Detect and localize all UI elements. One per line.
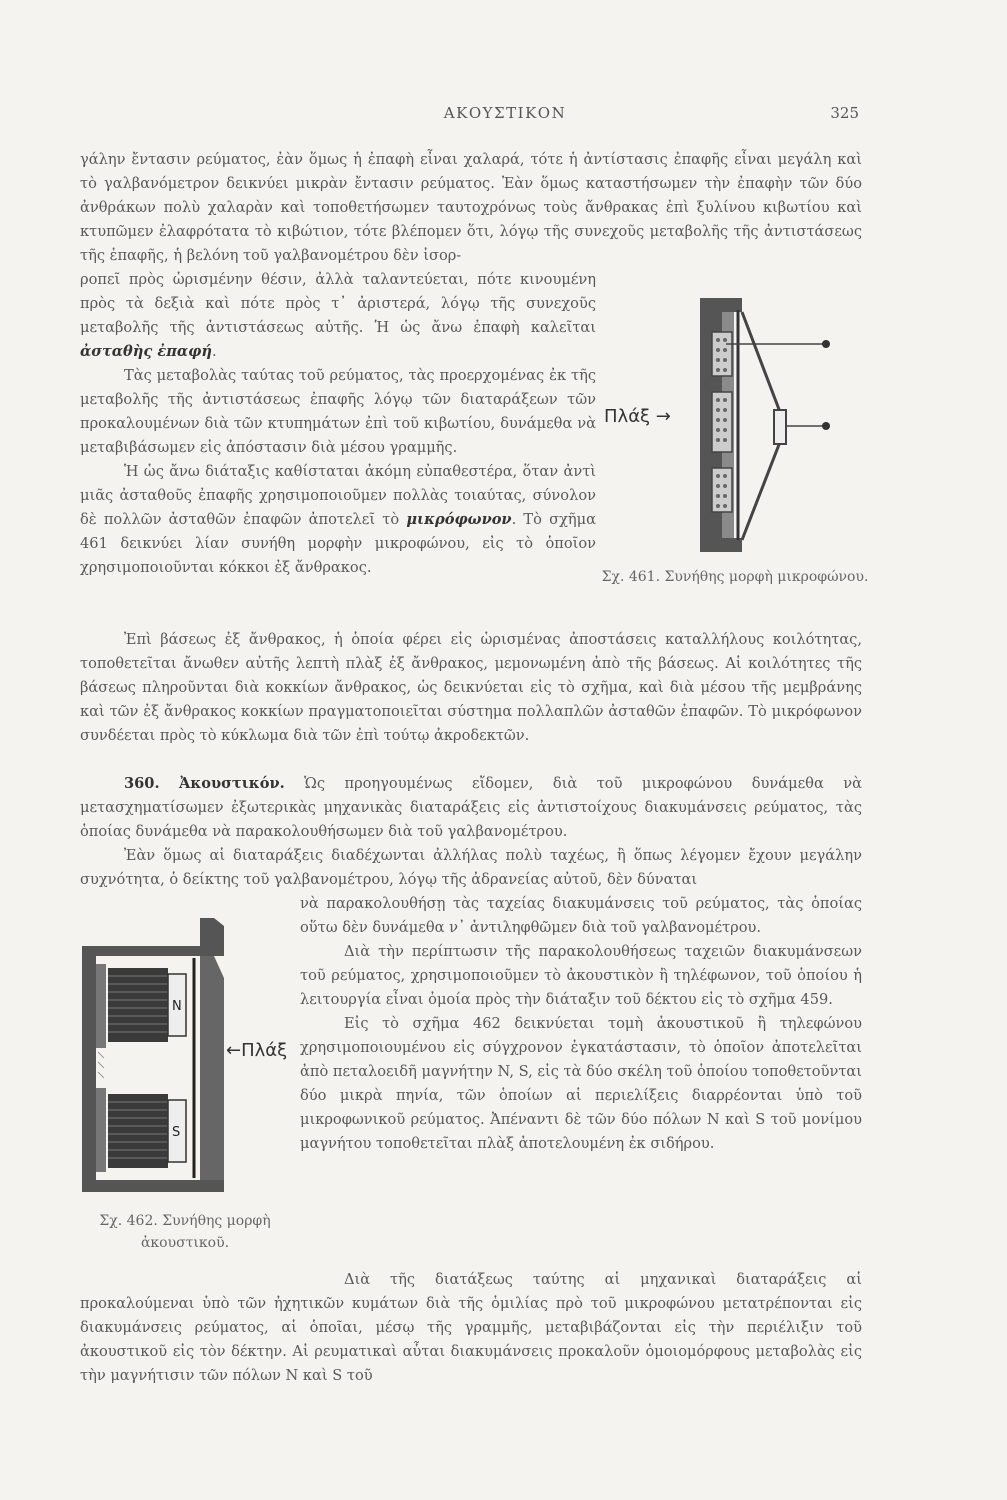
microphone-center-clamp <box>774 410 786 444</box>
page-header <box>0 104 1007 128</box>
paragraph-7: Ἐὰν ὅμως αἱ διαταράξεις διαδέχωνται ἀλλήλας πολὺ ταχέως, ἢ ὅπως λέγομεν ἔχουν μεγάλην συχνότητα, ὁ δείκτης τοῦ γαλβανομέτρου, λόγῳ τῆς ἀδρανείας αὐτοῦ, δὲν δύναται <box>80 847 862 888</box>
paragraph-4-end: . Τὸ σχῆμα 461 δεικνύει λίαν συνήθη μορφὴν μικροφώνου, εἰς τὸ ὁποῖον χρησιμοποιοῦνται κόκκοι ἐξ ἄνθρακος. <box>80 511 597 576</box>
paragraph-4-text: Ἡ ὡς ἄνω διάταξις καθίσταται ἀκόμη εὐπαθεστέρα, ὅταν ἀντὶ μιᾶς ἀσταθοῦς ἐπαφῆς χρησιμοποιοῦμεν πολλὰς τοιαύτας, σύνολον δὲ πολλῶν ἀσταθῶν ἐπαφῶν ἀποτελεῖ τὸ <box>80 463 596 528</box>
term-unstable-contact: ἀσταθὴς ἐπαφή <box>80 343 212 360</box>
figure-462-caption: Σχ. 462. Συνήθης μορφὴ ἀκουστικοῦ. <box>99 1213 271 1251</box>
paragraph-9: Εἰς τὸ σχῆμα 462 δεικνύεται τομὴ ἀκουστικοῦ ἢ τηλεφώνου χρησιμοποιουμένου εἰς σύγχρονον ἐγκατάστασιν, τὸ ὁποῖον ἀποτελεῖται ἀπὸ πεταλοειδῆ μαγνήτην N, S, εἰς τὰ δύο σκέλη τοῦ ὁποίου τοποθετοῦνται δύο μικρὰ πηνία, τῶν ὁποίων αἱ περιελίξεις διαρρέονται ὑπὸ τοῦ μικροφωνικοῦ ρεύματος. Ἀπέναντι δὲ τῶν δύο πόλων N καὶ S τοῦ μονίμου μαγνήτου τοποθετεῖται πλὰξ ἀποτελουμένη ἐκ σιδήρου. <box>300 1015 862 1152</box>
paragraph-5: Ἐπὶ βάσεως ἐξ ἄνθρακος, ἡ ὁποία φέρει εἰς ὡρισμένας ἀποστάσεις καταλλήλους κοιλότητας, τοποθετεῖται ἄνωθεν αὐτῆς λεπτὴ πλὰξ ἐξ ἄνθρακος, μεμονωμένη ἀπὸ τῆς βάσεως. Αἱ κοιλότητες τῆς βάσεως πληροῦνται διὰ κοκκίων ἄνθρακος, ὡς δεικνύεται εἰς τὸ σχῆμα, καὶ διὰ μέσου τῆς μεμβράνης καὶ τῶν ἐξ ἄνθρακος κοκκίων πραγματοποιεῖται σύστημα πολλαπλῶν ἀσταθῶν ἐπαφῶν. Τὸ μικρόφωνον συνδέεται πρὸς τὸ κύκλωμα διὰ τῶν ἐπὶ τούτῳ ἀκροδεκτῶν. <box>80 631 862 744</box>
final-paragraph-block <box>80 1268 862 1388</box>
microphone-diagram <box>604 288 866 568</box>
magnet-bridge-hatching <box>98 1052 104 1078</box>
figure-461-caption: Σχ. 461. Συνήθης μορφὴ μικροφώνου. <box>601 569 869 585</box>
paragraph-2 <box>80 268 596 364</box>
pole-n-label: N <box>172 999 182 1014</box>
magnet-leg-top <box>96 964 106 1048</box>
narrow-text-column-b <box>300 892 862 1156</box>
terminal-top <box>822 340 830 348</box>
paragraph-4 <box>80 460 596 580</box>
figure-462-receiver <box>74 918 296 1258</box>
section-360 <box>80 772 862 892</box>
microphone-case-top <box>700 298 742 312</box>
receiver-case-bottom <box>82 1180 224 1192</box>
section-title: Ἀκουστικόν. <box>179 775 285 792</box>
plate-label: Πλάξ → <box>604 406 671 427</box>
magnet-leg-bottom <box>96 1088 106 1172</box>
carbon-granule-cavities <box>712 332 732 512</box>
pole-s-label: S <box>172 1125 181 1140</box>
paragraph-6 <box>80 772 862 844</box>
paragraph-8: Διὰ τὴν περίπτωσιν τῆς παρακολουθήσεως ταχειῶν διακυμάνσεων τοῦ ρεύματος, χρησιμοποιοῦμεν τὸ ἀκουστικὸν ἢ τηλέφωνον, τοῦ ὁποίου ἡ λειτουργία εἶναι ὁμοία πρὸς τὴν διάταξιν τοῦ δέκτου εἰς τὸ σχῆμα 459. <box>300 943 862 1008</box>
paragraph-continuation <box>80 148 862 268</box>
paragraph-7-continued: νὰ παρακολουθήσῃ τὰς ταχείας διακυμάνσεις τοῦ ρεύματος, τὰς ὁποίας οὕτω δὲν δυνάμεθα ν᾽ ἀντιληφθῶμεν διὰ τοῦ γαλβανομέτρου. <box>300 895 862 936</box>
receiver-case-back <box>82 946 96 1180</box>
plate-label-receiver: ←Πλάξ <box>226 1040 288 1061</box>
paragraph-2-text: ροπεῖ πρὸς ὡρισμένην θέσιν, ἀλλὰ ταλαντεύεται, πότε κινουμένη πρὸς τὰ δεξιὰ καὶ πότε πρὸς τ᾽ ἀριστερά, λόγῳ τῆς συνεχοῦς μεταβολῆς τῆς ἀντιστάσεως αὐτῆς. Ἡ ὡς ἄνω ἐπαφὴ καλεῖται <box>80 271 596 336</box>
paragraph-2-end: . <box>211 343 217 360</box>
page-number: 325 <box>830 104 859 122</box>
running-title: ΑΚΟΥΣΤΙΚΟΝ <box>443 104 567 122</box>
wide-text-block <box>80 628 862 748</box>
microphone-case-bottom <box>700 538 742 552</box>
section-number: 360. <box>124 775 160 792</box>
receiver-diagram <box>74 918 296 1208</box>
receiver-case-top <box>82 918 224 956</box>
paragraph-3: Τὰς μεταβολὰς ταύτας τοῦ ρεύματος, τὰς προερχομένας ἐκ τῆς μεταβολῆς τῆς ἀντιστάσεως ἐπαφῆς λόγῳ τῶν διαταράξεων τῶν προκαλουμένων διὰ τῶν κτυπημάτων ἐπὶ τοῦ κιβωτίου, δυνάμεθα νὰ μεταβιβάσωμεν εἰς ἀπόστασιν διὰ μέσου γραμμῆς. <box>80 367 596 456</box>
paragraph-6-text: Ὡς προηγουμένως εἴδομεν, διὰ τοῦ μικροφώνου δυνάμεθα νὰ μετασχηματίσωμεν ἐξωτερικὰς μηχανικὰς διαταράξεις εἰς ἀντιστοίχους διακυμάνσεις ρεύματος, τὰς ὁποίας δυνάμεθα νὰ παρακολουθήσωμεν διὰ τοῦ γαλβανομέτρου. <box>80 775 862 840</box>
coil-bottom <box>108 1094 168 1168</box>
narrow-text-column <box>80 268 596 580</box>
coil-top <box>108 968 168 1042</box>
paragraph-1: γάλην ἔντασιν ρεύματος, ἐὰν ὅμως ἡ ἐπαφὴ εἶναι χαλαρά, τότε ἡ ἀντίστασις ἐπαφῆς εἶναι μεγάλη καὶ τὸ γαλβανόμετρον δεικνύει μικρὰν ἔντασιν ρεύματος. Ἐὰν ὅμως καταστήσωμεν τὴν ἐπαφὴν τῶν δύο ἀνθράκων πολὺ χαλαρὰν καὶ τοποθετήσωμεν ταυτοχρόνως τοὺς ἄνθρακας ἐπὶ ξυλίνου κιβωτίου καὶ κτυπῶμεν ἐλαφρότατα τὸ κιβώτιον, τότε βλέπομεν ὅτι, λόγῳ τῆς συνεχοῦς μεταβολῆς τῆς ἀντιστάσεως τῆς ἐπαφῆς, ἡ βελόνη τοῦ γαλβανομέτρου δὲν ἰσορ- <box>80 151 862 264</box>
paragraph-10: Διὰ τῆς διατάξεως ταύτης αἱ μηχανικαὶ διαταράξεις αἱ προκαλούμεναι ὑπὸ τῶν ἠχητικῶν κυμάτων διὰ τῆς ὁμιλίας πρὸ τοῦ μικροφώνου μετατρέπονται εἰς διακυμάνσεις ρεύματος, αἱ ὁποῖαι, μέσῳ τῆς γραμμῆς, μεταβιβάζονται εἰς τὴν περιέλιξιν τοῦ ἀκουστικοῦ εἰς τὸν δέκτην. Αἱ ρευματικαὶ αὗται διακυμάνσεις προκαλοῦν ὁμοιομόρφους μεταβολὰς εἰς τὴν μαγνήτισιν τῶν πόλων N καὶ S τοῦ <box>80 1271 862 1384</box>
terminal-middle <box>822 422 830 430</box>
term-microphone: μικρόφωνον <box>406 511 512 528</box>
receiver-case-front <box>200 956 224 1180</box>
